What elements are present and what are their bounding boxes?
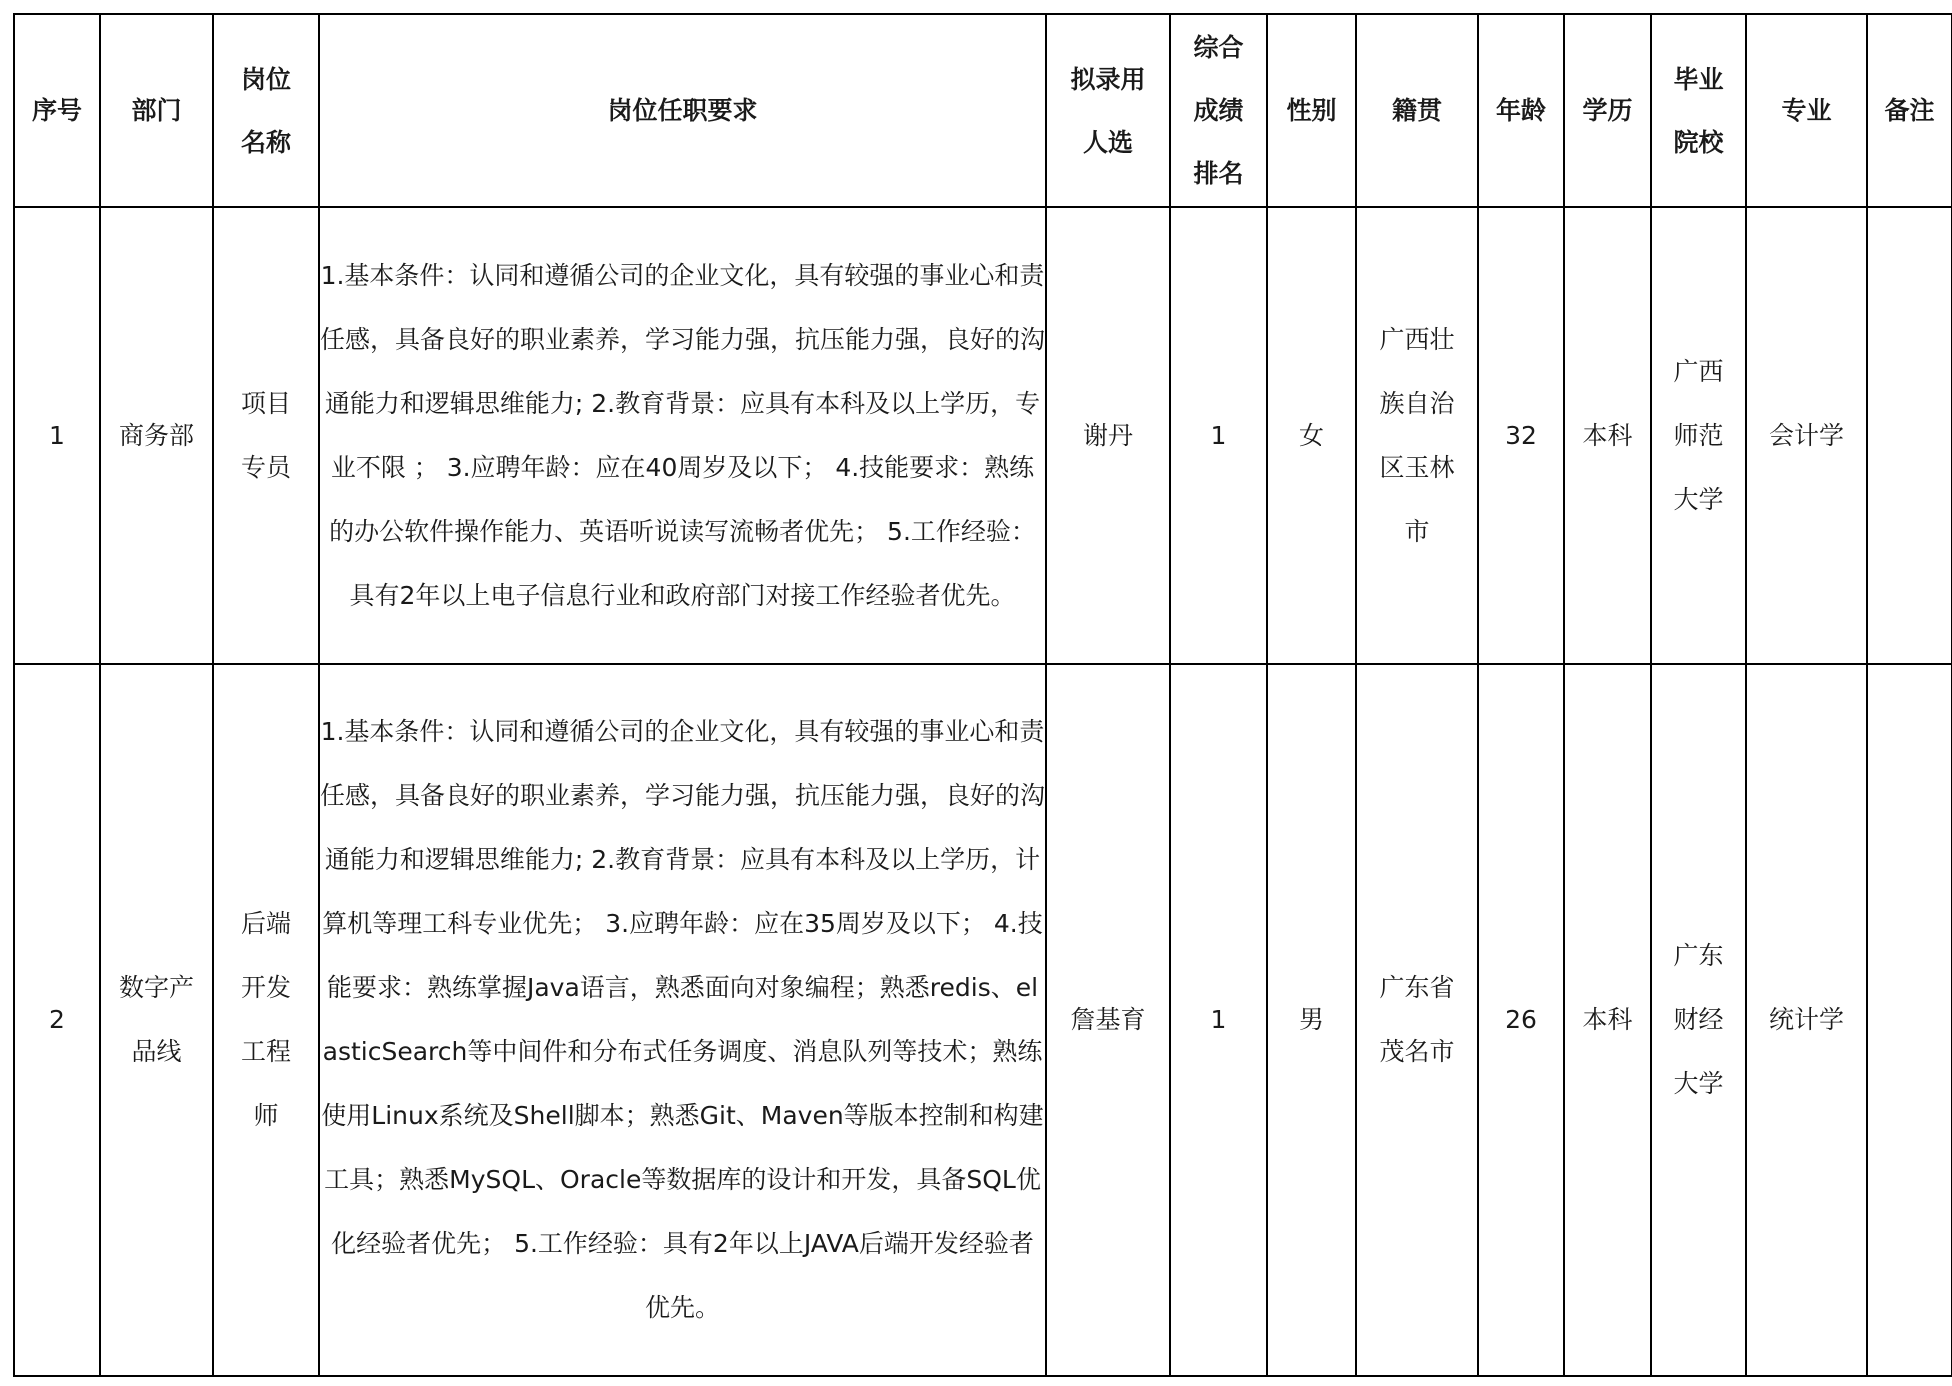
header-title [213, 14, 319, 207]
header-age: 年龄 [1478, 14, 1564, 207]
table-row [14, 207, 1952, 664]
header-school-text: 毕业院校 [1673, 64, 1724, 157]
header-candidate [1046, 14, 1170, 207]
cell-origin-text: 广西壮族自治区玉林市 [1379, 324, 1455, 546]
cell-title [213, 207, 319, 664]
cell-school-text: 广东财经大学 [1673, 941, 1724, 1098]
cell-school [1651, 664, 1746, 1376]
cell-gender: 男 [1267, 664, 1356, 1376]
cell-dept-text: 数字产品线 [118, 973, 194, 1066]
cell-title-text: 后端开发工程师 [240, 909, 291, 1130]
header-row [14, 14, 1952, 207]
cell-rank: 1 [1170, 207, 1267, 664]
cell-candidate: 谢丹 [1046, 207, 1170, 664]
table-row [14, 664, 1952, 1376]
header-no: 序号 [14, 14, 100, 207]
header-dept: 部门 [100, 14, 213, 207]
cell-school-text: 广西师范大学 [1673, 356, 1724, 514]
cell-dept: 商务部 [100, 207, 213, 664]
cell-requirements [319, 664, 1046, 1376]
cell-no: 1 [14, 207, 100, 664]
cell-candidate: 詹基育 [1046, 664, 1170, 1376]
cell-age: 26 [1478, 664, 1564, 1376]
cell-origin [1356, 664, 1478, 1376]
cell-title-text: 项目专员 [240, 388, 291, 482]
cell-requirements-text: 1.基本条件：认同和遵循公司的企业文化，具有较强的事业心和责任感，具备良好的职业素养，学习能力强，抗压能力强，良好的沟通能力和逻辑思维能力; 2.教育背景：应具有本科及以上学历，计算机等理工科专业优先； 3.应聘年龄：应在35周岁及以下； 4.技能要求：熟练掌握Java语言，熟悉面向对象编程；熟悉redis、elasticSearch等中间件和分布式任务调度、消息队列等技术；熟练使用Linux系统及Shell脚本；熟悉Git、Maven等版本控制和构建工具；熟悉MySQL、Oracle等数据库的设计和开发，具备SQL优化经验者优先； 5.工作经验：具有2年以上JAVA后端开发经验者优先。 [320, 717, 1046, 1322]
header-candidate-text: 拟录用人选 [1070, 64, 1146, 157]
cell-rank: 1 [1170, 664, 1267, 1376]
header-origin: 籍贯 [1356, 14, 1478, 207]
cell-no: 2 [14, 664, 100, 1376]
cell-remark [1867, 207, 1952, 664]
header-rank-text: 综合成绩排名 [1193, 33, 1244, 188]
cell-remark [1867, 664, 1952, 1376]
recruitment-table [13, 13, 1952, 1377]
header-school [1651, 14, 1746, 207]
header-title-text: 岗位名称 [240, 64, 291, 157]
cell-education: 本科 [1564, 664, 1651, 1376]
header-requirements: 岗位任职要求 [319, 14, 1046, 207]
header-rank [1170, 14, 1267, 207]
cell-major: 会计学 [1746, 207, 1867, 664]
cell-dept [100, 664, 213, 1376]
cell-major: 统计学 [1746, 664, 1867, 1376]
header-education: 学历 [1564, 14, 1651, 207]
cell-origin [1356, 207, 1478, 664]
cell-age: 32 [1478, 207, 1564, 664]
cell-requirements [319, 207, 1046, 664]
header-remark: 备注 [1867, 14, 1952, 207]
cell-origin-text: 广东省茂名市 [1379, 973, 1455, 1066]
header-gender: 性别 [1267, 14, 1356, 207]
cell-gender: 女 [1267, 207, 1356, 664]
cell-requirements-text: 1.基本条件：认同和遵循公司的企业文化，具有较强的事业心和责任感，具备良好的职业素养，学习能力强，抗压能力强，良好的沟通能力和逻辑思维能力; 2.教育背景：应具有本科及以上学历，专业不限 ； 3.应聘年龄：应在40周岁及以下； 4.技能要求：熟练的办公软件操作能力、英语听说读写流畅者优先； 5.工作经验：具有2年以上电子信息行业和政府部门对接工作经验者优先。 [320, 260, 1046, 610]
cell-education: 本科 [1564, 207, 1651, 664]
cell-title [213, 664, 319, 1376]
cell-school [1651, 207, 1746, 664]
header-major: 专业 [1746, 14, 1867, 207]
